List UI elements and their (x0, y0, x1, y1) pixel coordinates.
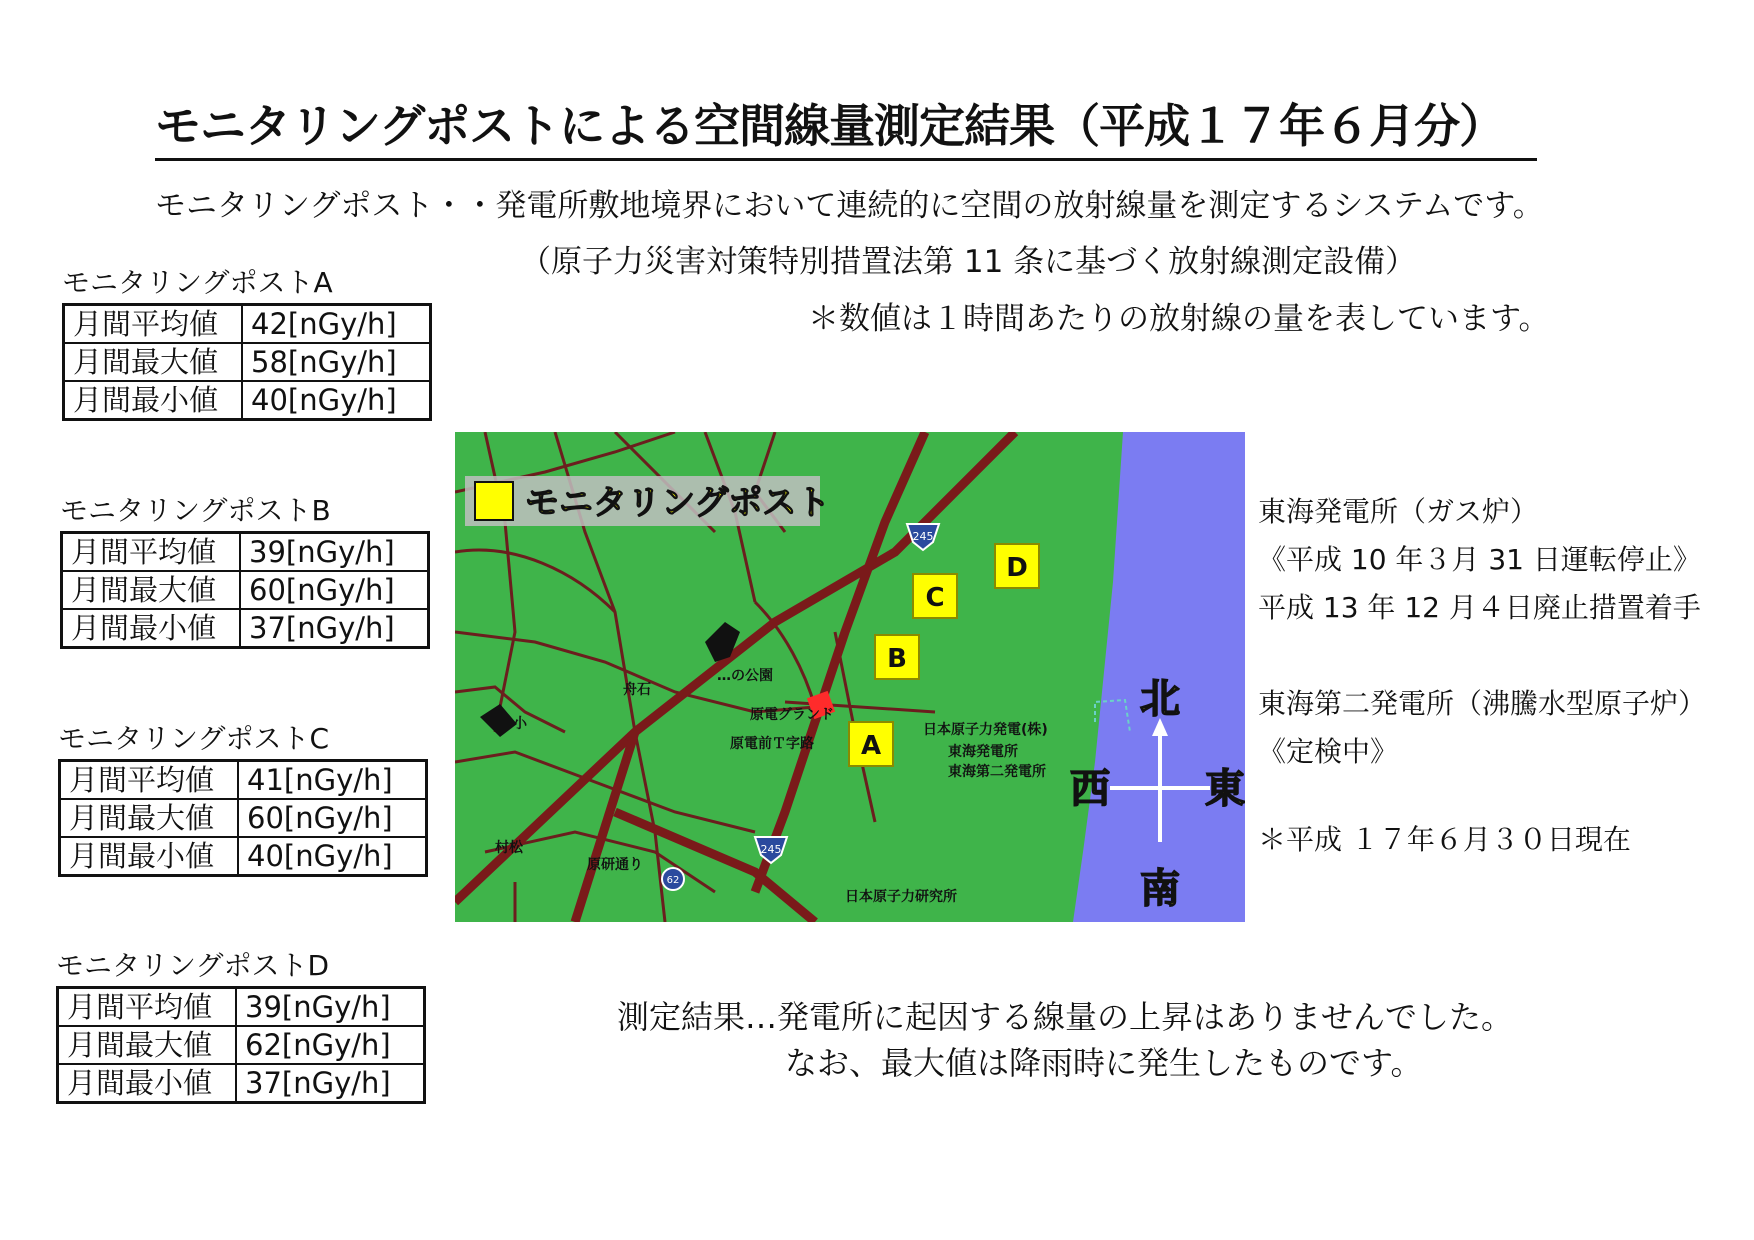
row-key: 月間平均値 (60, 761, 239, 800)
post-a-block (62, 265, 432, 421)
legend-label: モニタリングポスト (525, 483, 831, 523)
table-row (58, 988, 425, 1027)
area-label: 舟石 (623, 682, 651, 698)
compass-west: 西 (1070, 766, 1110, 812)
row-key: 月間最大値 (62, 571, 241, 609)
table-row (58, 1064, 425, 1103)
post-a-table (62, 303, 432, 421)
row-value: 60[nGy/h] (238, 799, 427, 837)
row-key: 月間平均値 (62, 533, 241, 572)
info-plant2-status: 《定検中》 (1258, 735, 1399, 768)
post-b-table (60, 531, 430, 649)
result-note: なお、最大値は降雨時に発生したものです。 (785, 1044, 1423, 1082)
row-value: 37[nGy/h] (236, 1064, 425, 1103)
plant1-label: 東海発電所 (948, 744, 1018, 760)
park-label: …の公園 (717, 668, 773, 684)
plant2-label: 東海第二発電所 (948, 764, 1046, 780)
post-d-block (56, 948, 426, 1104)
table-row (60, 837, 427, 876)
post-c-label: モニタリングポストC (58, 722, 329, 755)
row-key: 月間最小値 (60, 837, 239, 876)
row-key: 月間最小値 (62, 609, 241, 648)
info-plant1-decommission: 平成 13 年 12 月４日廃止措置着手 (1258, 591, 1701, 624)
intro-description: モニタリングポスト・・発電所敷地境界において連続的に空間の放射線量を測定するシステムです。 (155, 188, 1544, 224)
svg-text:B: B (887, 644, 907, 674)
compass-north: 北 (1140, 676, 1180, 722)
row-value: 37[nGy/h] (240, 609, 429, 648)
table-row (62, 609, 429, 648)
table-row (64, 305, 431, 344)
route-245-label: 245 (760, 843, 782, 856)
institute-label: 日本原子力研究所 (845, 889, 957, 905)
post-c-block (58, 721, 428, 877)
post-d-table (56, 986, 426, 1104)
table-row (64, 381, 431, 420)
post-b-block (60, 493, 430, 649)
row-value: 39[nGy/h] (236, 988, 425, 1027)
institute-street-label: 原研通り (587, 857, 643, 873)
table-row (62, 533, 429, 572)
company-label: 日本原子力発電(株) (923, 722, 1048, 738)
marker-a (849, 722, 893, 766)
compass-east: 東 (1205, 766, 1245, 812)
tjunction-label: 原電前Ｔ字路 (730, 736, 814, 752)
table-row (62, 571, 429, 609)
row-value: 62[nGy/h] (236, 1026, 425, 1064)
marker-c (913, 574, 957, 618)
post-d-label: モニタリングポストD (56, 949, 330, 982)
marker-b (875, 635, 919, 679)
table-row (58, 1026, 425, 1064)
svg-text:C: C (925, 583, 945, 613)
school-label: 小 (513, 716, 527, 732)
row-value: 42[nGy/h] (242, 305, 431, 344)
row-value: 39[nGy/h] (240, 533, 429, 572)
svg-text:A: A (860, 731, 882, 761)
row-key: 月間最大値 (60, 799, 239, 837)
intro-unit-note: ＊数値は１時間あたりの放射線の量を表しています。 (808, 301, 1550, 337)
info-plant1-name: 東海発電所（ガス炉） (1258, 495, 1539, 528)
row-key: 月間最小値 (58, 1064, 237, 1103)
table-row (60, 799, 427, 837)
table-row (60, 761, 427, 800)
route-62-shield (662, 868, 684, 890)
marker-d (995, 544, 1039, 588)
legend-marker-icon (475, 482, 513, 520)
row-key: 月間最大値 (64, 343, 243, 381)
row-key: 月間最小値 (64, 381, 243, 420)
page-title: モニタリングポストによる空間線量測定結果（平成１７年６月分） (155, 96, 1537, 161)
info-as-of-date: ＊平成 １７年６月３０日現在 (1258, 823, 1631, 856)
route-245-label: 245 (912, 530, 934, 543)
info-plant2-name: 東海第二発電所（沸騰水型原子炉） (1258, 687, 1707, 720)
area-map (455, 432, 1245, 922)
result-summary: 測定結果…発電所に起因する線量の上昇はありませんでした。 (617, 998, 1514, 1036)
row-value: 58[nGy/h] (242, 343, 431, 381)
row-value: 40[nGy/h] (238, 837, 427, 876)
row-value: 60[nGy/h] (240, 571, 429, 609)
town-label: 村松 (495, 840, 523, 856)
svg-text:D: D (1006, 553, 1028, 583)
row-key: 月間平均値 (58, 988, 237, 1027)
row-value: 41[nGy/h] (238, 761, 427, 800)
post-b-label: モニタリングポストB (60, 494, 331, 527)
intro-legal-basis: （原子力災害対策特別措置法第 11 条に基づく放射線測定設備） (520, 244, 1417, 280)
compass-south: 南 (1140, 866, 1180, 912)
row-value: 40[nGy/h] (242, 381, 431, 420)
row-key: 月間平均値 (64, 305, 243, 344)
post-c-table (58, 759, 428, 877)
row-key: 月間最大値 (58, 1026, 237, 1064)
ground-label: 原電グランド (750, 707, 834, 723)
table-row (64, 343, 431, 381)
post-a-label: モニタリングポストA (62, 266, 333, 299)
route-62-label: 62 (666, 875, 680, 886)
info-plant1-shutdown: 《平成 10 年３月 31 日運転停止》 (1258, 543, 1701, 576)
